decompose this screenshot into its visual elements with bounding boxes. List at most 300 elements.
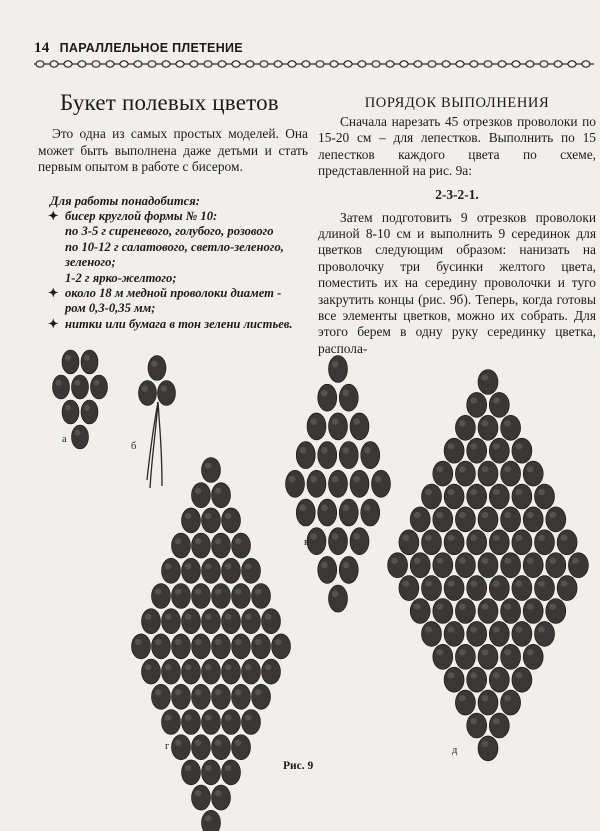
bead-highlight xyxy=(515,489,522,495)
bead-pattern-d xyxy=(467,667,487,692)
bead-pattern-v xyxy=(307,470,326,497)
figure-label-b: б xyxy=(131,441,137,452)
bead-pattern-d xyxy=(478,553,498,578)
bead-pattern-v xyxy=(296,442,315,469)
bead-pattern-g xyxy=(202,558,221,583)
bead-pattern-d xyxy=(478,690,498,715)
bead-highlight xyxy=(225,563,232,569)
bead-pattern-d xyxy=(433,599,453,624)
bead-pattern-v xyxy=(361,442,380,469)
bead-highlight xyxy=(343,447,350,454)
bead-highlight xyxy=(195,639,202,645)
bead-pattern-d xyxy=(523,507,543,532)
bead-highlight xyxy=(175,538,182,544)
bead-pattern-g xyxy=(152,584,171,609)
bead-pattern-g xyxy=(212,684,231,709)
bead-pattern-g xyxy=(142,609,161,634)
bead-pattern-g xyxy=(222,659,241,684)
bead-highlight xyxy=(235,538,242,544)
bead-pattern-d xyxy=(478,370,498,395)
bead-pattern-g xyxy=(182,508,201,533)
bead-pattern-g xyxy=(252,684,271,709)
bead-pattern-g xyxy=(232,533,251,558)
bead-highlight xyxy=(205,715,212,721)
bead-pattern-d xyxy=(422,484,442,509)
bead-highlight xyxy=(175,639,182,645)
bead-highlight xyxy=(235,740,242,746)
bead-pattern-v xyxy=(350,528,369,555)
bead-pattern-b xyxy=(139,381,157,406)
bead-pattern-d xyxy=(410,553,430,578)
bead-highlight xyxy=(175,740,182,746)
bead-pattern-g xyxy=(182,710,201,735)
bead-pattern-b xyxy=(148,356,166,381)
bead-highlight xyxy=(515,443,522,449)
bead-highlight xyxy=(448,672,455,678)
bead-highlight xyxy=(482,649,489,655)
bead-pattern-d xyxy=(455,553,475,578)
bead-pattern-d xyxy=(467,576,487,601)
bead-highlight xyxy=(436,604,443,610)
bead-highlight xyxy=(493,581,500,587)
article-title: Букет полевых цветов xyxy=(60,90,279,115)
bead-highlight xyxy=(414,558,421,564)
bead-pattern-d xyxy=(489,484,509,509)
bead-highlight xyxy=(165,715,172,721)
bead-highlight xyxy=(504,649,511,655)
bead-pattern-d xyxy=(489,392,509,417)
figure-label-v: в xyxy=(304,537,309,548)
bead-pattern-g xyxy=(262,609,281,634)
bead-pattern-d xyxy=(557,530,577,555)
bead-highlight xyxy=(245,664,252,670)
bead-highlight xyxy=(425,626,432,632)
bead-highlight xyxy=(482,420,489,426)
bead-pattern-d xyxy=(455,415,475,440)
bead-pattern-g xyxy=(242,659,261,684)
bead-pattern-g xyxy=(142,659,161,684)
wire-line xyxy=(158,402,162,486)
bead-pattern-d xyxy=(433,507,453,532)
bead-pattern-g xyxy=(212,735,231,760)
bead-highlight xyxy=(205,614,212,620)
figure-caption: Рис. 9 xyxy=(283,760,314,772)
bead-highlight xyxy=(470,397,477,403)
bead-highlight xyxy=(165,563,172,569)
bead-highlight xyxy=(321,562,328,569)
bead-pattern-g xyxy=(232,684,251,709)
bead-highlight xyxy=(195,538,202,544)
bead-pattern-g xyxy=(222,710,241,735)
bead-highlight xyxy=(448,535,455,541)
bead-pattern-d xyxy=(455,461,475,486)
bead-highlight xyxy=(332,418,339,425)
bead-pattern-d xyxy=(512,576,532,601)
bead-highlight xyxy=(175,689,182,695)
bead-highlight xyxy=(527,512,534,518)
bead-pattern-v xyxy=(286,470,305,497)
bead-pattern-d xyxy=(523,599,543,624)
procedure-paragraph-1: Сначала нарезать 45 отрезков проволоки по 15-20 см – для лепестков. Выполнить по 15 лепестков каждого цвета по схеме, представленной на рис. 9а: xyxy=(318,114,596,179)
bead-highlight xyxy=(493,626,500,632)
bead-pattern-g xyxy=(212,634,231,659)
bead-highlight xyxy=(549,558,556,564)
bead-highlight xyxy=(84,355,90,361)
bead-pattern-d xyxy=(523,461,543,486)
bead-highlight xyxy=(321,447,328,454)
bead-pattern-g xyxy=(182,760,201,785)
bead-highlight xyxy=(504,420,511,426)
bead-highlight xyxy=(436,466,443,472)
bead-highlight xyxy=(527,649,534,655)
bead-highlight xyxy=(205,513,212,519)
bead-highlight xyxy=(321,504,328,511)
bead-highlight xyxy=(332,591,339,598)
bead-pattern-v xyxy=(329,470,348,497)
bead-pattern-v xyxy=(329,356,348,383)
bead-pattern-g xyxy=(192,483,211,508)
bead-pattern-d xyxy=(478,415,498,440)
bead-pattern-d xyxy=(467,530,487,555)
bead-highlight xyxy=(504,466,511,472)
intro-paragraph: Это одна из самых простых моделей. Она может быть выполнена даже детьми и стать первым опытом в работе с бисером. xyxy=(38,126,308,174)
bead-highlight xyxy=(300,447,307,454)
bead-highlight xyxy=(321,390,328,397)
materials-title: Для работы понадобится: xyxy=(50,193,200,208)
bead-pattern-d xyxy=(501,507,521,532)
bead-highlight xyxy=(364,447,371,454)
bead-pattern-g xyxy=(192,533,211,558)
bead-highlight xyxy=(215,790,222,796)
bead-highlight xyxy=(195,790,202,796)
bead-pattern-v xyxy=(339,556,358,583)
bead-pattern-g xyxy=(232,634,251,659)
bead-pattern-d xyxy=(410,507,430,532)
bead-pattern-a xyxy=(81,350,98,374)
bead-pattern-a xyxy=(62,350,79,374)
bead-pattern-d xyxy=(467,713,487,738)
bead-highlight xyxy=(353,476,360,483)
bullet-star-icon: ✦ xyxy=(48,285,59,300)
bead-highlight xyxy=(482,558,489,564)
bead-highlight xyxy=(215,589,222,595)
bead-pattern-v xyxy=(350,470,369,497)
bead-highlight xyxy=(155,639,162,645)
bead-pattern-d xyxy=(455,690,475,715)
bead-highlight xyxy=(332,476,339,483)
bead-pattern-g xyxy=(222,558,241,583)
materials-text: 1-2 г ярко-желтого; xyxy=(65,270,177,285)
bead-pattern-g xyxy=(132,634,151,659)
bead-pattern-d xyxy=(422,530,442,555)
bead-pattern-d xyxy=(455,599,475,624)
bead-pattern-d xyxy=(399,530,419,555)
bead-pattern-d xyxy=(546,507,566,532)
bead-pattern-g xyxy=(222,609,241,634)
bead-highlight xyxy=(215,488,222,494)
bead-pattern-g xyxy=(202,760,221,785)
bead-pattern-g xyxy=(202,659,221,684)
bead-pattern-d xyxy=(444,438,464,463)
bead-pattern-v xyxy=(318,556,337,583)
bead-pattern-v xyxy=(296,499,315,526)
bead-highlight xyxy=(493,443,500,449)
bead-pattern-v xyxy=(318,499,337,526)
bead-pattern-d xyxy=(467,438,487,463)
bead-pattern-g xyxy=(222,760,241,785)
procedure-title: ПОРЯДОК ВЫПОЛНЕНИЯ xyxy=(364,95,550,111)
bead-highlight xyxy=(470,718,477,724)
bead-pattern-d xyxy=(478,507,498,532)
bead-pattern-a xyxy=(72,425,89,449)
section-title: ПАРАЛЛЕЛЬНОЕ ПЛЕТЕНИЕ xyxy=(59,41,243,55)
bead-highlight xyxy=(205,765,212,771)
bead-pattern-d xyxy=(568,553,588,578)
bead-highlight xyxy=(195,740,202,746)
bead-highlight xyxy=(493,397,500,403)
bead-pattern-g xyxy=(212,785,231,810)
bead-highlight xyxy=(185,765,192,771)
bead-pattern-a xyxy=(72,375,89,399)
bead-highlight xyxy=(364,504,371,511)
bead-pattern-d xyxy=(444,576,464,601)
materials-text: ром 0,3-0,35 мм; xyxy=(65,301,156,316)
bead-highlight xyxy=(448,489,455,495)
bead-highlight xyxy=(225,664,232,670)
bead-highlight xyxy=(538,535,545,541)
bead-highlight xyxy=(448,626,455,632)
bead-highlight xyxy=(538,626,545,632)
bead-highlight xyxy=(65,405,71,411)
bead-pattern-d xyxy=(467,392,487,417)
bead-highlight xyxy=(205,563,212,569)
bead-pattern-b xyxy=(158,381,176,406)
bead-highlight xyxy=(84,405,90,411)
bead-pattern-v xyxy=(350,413,369,440)
bead-highlight xyxy=(215,740,222,746)
bead-pattern-d xyxy=(422,621,442,646)
bead-highlight xyxy=(225,765,232,771)
bead-pattern-g xyxy=(182,558,201,583)
bead-pattern-v xyxy=(339,384,358,411)
bead-highlight xyxy=(459,466,466,472)
figure-label-a: а xyxy=(62,434,67,445)
bullet-star-icon: ✦ xyxy=(48,208,59,223)
bead-pattern-v xyxy=(307,528,326,555)
bead-highlight xyxy=(414,604,421,610)
bead-highlight xyxy=(195,488,202,494)
bead-pattern-d xyxy=(455,644,475,669)
bead-highlight xyxy=(151,361,157,367)
bead-pattern-g xyxy=(152,684,171,709)
bead-highlight xyxy=(185,664,192,670)
bead-pattern-g xyxy=(242,609,261,634)
materials-text: зеленого; xyxy=(65,255,116,270)
bead-highlight xyxy=(482,466,489,472)
bead-highlight xyxy=(275,639,282,645)
bead-highlight xyxy=(175,589,182,595)
bead-pattern-g xyxy=(172,533,191,558)
bead-pattern-g xyxy=(162,710,181,735)
bead-highlight xyxy=(425,581,432,587)
bead-highlight xyxy=(470,581,477,587)
bead-pattern-d xyxy=(512,530,532,555)
bead-highlight xyxy=(482,375,489,381)
bead-highlight xyxy=(225,715,232,721)
bead-highlight xyxy=(515,535,522,541)
bead-highlight xyxy=(65,355,71,361)
bead-highlight xyxy=(459,512,466,518)
procedure-paragraph-2: Затем подготовить 9 отрезков проволоки длиной 8-10 см и выполнить 9 серединок для цветков следующим образом: нанизать на проволочку три бусинки желтого цвета, поместить их на середину проволочки и туго закрутить концы (рис. 9б). Теперь, когда готовы все элементы цветков, можно их собрать. Для этого берем в одну руку серединку цветка, распола- xyxy=(318,209,596,356)
bead-highlight xyxy=(549,604,556,610)
bead-pattern-d xyxy=(535,530,555,555)
bead-highlight xyxy=(310,418,317,425)
bead-highlight xyxy=(235,589,242,595)
bead-highlight xyxy=(195,689,202,695)
bead-pattern-d xyxy=(444,530,464,555)
bead-highlight xyxy=(402,535,409,541)
bead-highlight xyxy=(353,533,360,540)
bead-highlight xyxy=(332,361,339,368)
bead-highlight xyxy=(504,558,511,564)
bead-pattern-d xyxy=(467,484,487,509)
bead-scheme: 2-3-2-1. xyxy=(435,186,479,202)
bead-pattern-v xyxy=(318,442,337,469)
bead-pattern-d xyxy=(501,690,521,715)
bead-pattern-d xyxy=(444,484,464,509)
bead-pattern-d xyxy=(489,576,509,601)
bead-highlight xyxy=(493,535,500,541)
bead-highlight xyxy=(538,489,545,495)
bead-highlight xyxy=(165,614,172,620)
bead-pattern-d xyxy=(489,667,509,692)
bead-highlight xyxy=(436,512,443,518)
bead-highlight xyxy=(255,689,262,695)
bead-pattern-d xyxy=(467,621,487,646)
bead-pattern-g xyxy=(192,634,211,659)
bead-highlight xyxy=(145,614,152,620)
bead-pattern-v xyxy=(339,499,358,526)
bead-pattern-g xyxy=(252,584,271,609)
bead-highlight xyxy=(527,604,534,610)
bead-pattern-d xyxy=(422,576,442,601)
bead-highlight xyxy=(265,664,272,670)
bead-pattern-d xyxy=(512,484,532,509)
bead-highlight xyxy=(459,558,466,564)
materials-text: бисер круглой формы № 10: xyxy=(65,208,218,223)
bead-pattern-d xyxy=(433,644,453,669)
bead-highlight xyxy=(55,380,61,386)
bead-pattern-d xyxy=(444,621,464,646)
bead-highlight xyxy=(135,639,142,645)
bead-pattern-a xyxy=(53,375,70,399)
bead-highlight xyxy=(549,512,556,518)
bead-pattern-d xyxy=(455,507,475,532)
page-number: 14 xyxy=(34,40,50,56)
bead-pattern-v xyxy=(329,413,348,440)
bead-highlight xyxy=(225,513,232,519)
bead-highlight xyxy=(165,664,172,670)
bead-highlight xyxy=(343,562,350,569)
bead-highlight xyxy=(195,589,202,595)
bead-pattern-g xyxy=(272,634,291,659)
bead-highlight xyxy=(310,533,317,540)
materials-text: около 18 м медной проволоки диамет - xyxy=(65,285,282,300)
bead-highlight xyxy=(470,443,477,449)
bead-highlight xyxy=(74,430,80,436)
bead-pattern-d xyxy=(478,461,498,486)
bead-highlight xyxy=(215,689,222,695)
bead-pattern-g xyxy=(232,584,251,609)
bead-pattern-d xyxy=(546,599,566,624)
bead-highlight xyxy=(448,443,455,449)
bead-pattern-g xyxy=(172,684,191,709)
bead-highlight xyxy=(493,672,500,678)
bead-pattern-g xyxy=(232,735,251,760)
bead-pattern-g xyxy=(262,659,281,684)
bead-highlight xyxy=(459,604,466,610)
bead-pattern-v xyxy=(329,585,348,612)
bead-pattern-d xyxy=(523,553,543,578)
bead-highlight xyxy=(310,476,317,483)
bead-pattern-d xyxy=(501,644,521,669)
bead-highlight xyxy=(504,604,511,610)
bead-pattern-g xyxy=(162,659,181,684)
bead-pattern-d xyxy=(489,438,509,463)
bead-highlight xyxy=(245,715,252,721)
bead-highlight xyxy=(493,489,500,495)
bead-pattern-d xyxy=(501,461,521,486)
bead-pattern-g xyxy=(192,785,211,810)
bead-pattern-g xyxy=(192,584,211,609)
bead-highlight xyxy=(572,558,579,564)
bead-highlight xyxy=(425,535,432,541)
bead-pattern-d xyxy=(410,599,430,624)
bead-highlight xyxy=(235,689,242,695)
bead-highlight xyxy=(185,614,192,620)
bead-pattern-g xyxy=(202,508,221,533)
bead-pattern-g xyxy=(222,508,241,533)
bead-pattern-d xyxy=(433,461,453,486)
bead-highlight xyxy=(215,639,222,645)
bead-highlight xyxy=(245,614,252,620)
bead-highlight xyxy=(436,558,443,564)
bead-pattern-d xyxy=(388,553,408,578)
bead-highlight xyxy=(470,535,477,541)
bead-pattern-v xyxy=(361,499,380,526)
bead-highlight xyxy=(185,563,192,569)
materials-text: по 10-12 г салатового, светло-зеленого, xyxy=(65,239,284,254)
bead-pattern-d xyxy=(501,415,521,440)
bead-pattern-v xyxy=(307,413,326,440)
bead-highlight xyxy=(482,604,489,610)
bead-pattern-g xyxy=(202,810,221,831)
wire-line xyxy=(147,402,158,480)
bead-highlight xyxy=(245,563,252,569)
bead-highlight xyxy=(538,581,545,587)
bead-highlight xyxy=(391,558,398,564)
bead-highlight xyxy=(332,533,339,540)
bead-highlight xyxy=(527,466,534,472)
bead-highlight xyxy=(402,581,409,587)
bead-pattern-g xyxy=(202,710,221,735)
bead-highlight xyxy=(515,581,522,587)
bead-pattern-d xyxy=(546,553,566,578)
bead-pattern-g xyxy=(182,659,201,684)
bead-highlight xyxy=(155,589,162,595)
bead-highlight xyxy=(515,672,522,678)
bead-pattern-d xyxy=(478,599,498,624)
